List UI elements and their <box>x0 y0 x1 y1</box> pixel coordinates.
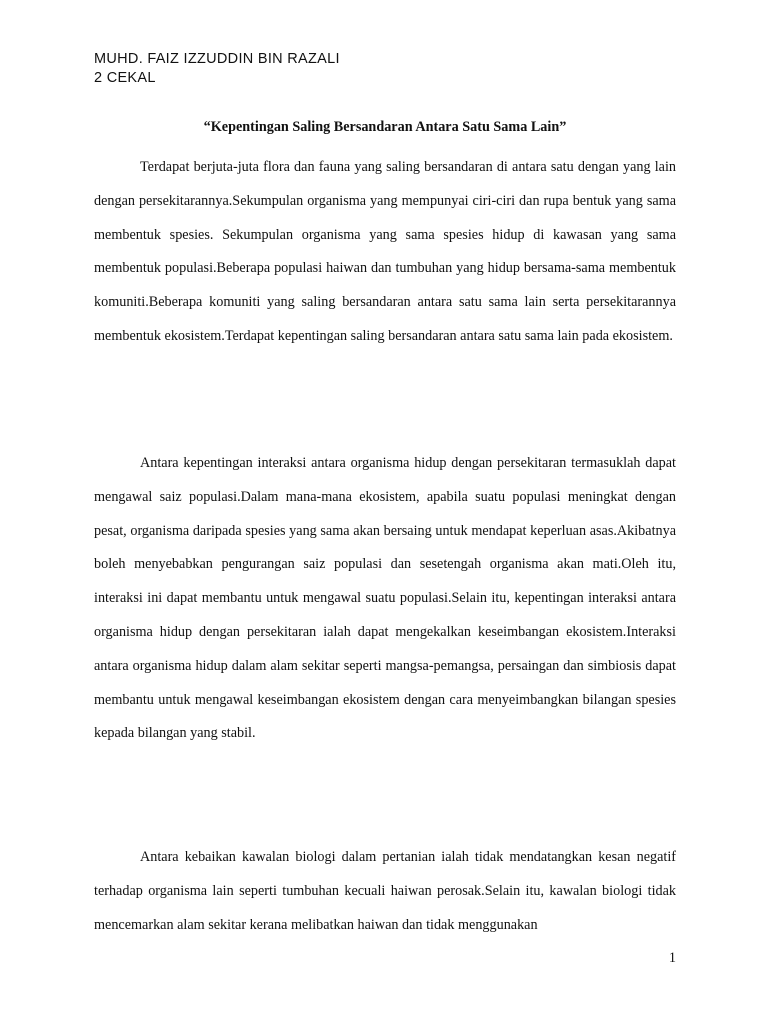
paragraph-1: Terdapat berjuta-juta flora dan fauna yang saling bersandaran di antara satu dengan yang lain dengan persekitarannya.Sekumpulan organisma yang mempunyai ciri-ciri dan rupa bentuk yang sama membentuk spesies. Sekumpulan organisma yang sama spesies hidup di kawasan yang sama membentuk populasi.Beberapa populasi haiwan dan tumbuhan yang hidup bersama-sama membentuk komuniti.Beberapa komuniti yang saling bersandaran antara satu sama lain serta persekitarannya membentuk ekosistem.Terdapat kepentingan saling bersandaran antara satu sama lain pada ekosistem. <box>94 159 676 344</box>
page-number: 1 <box>668 950 676 966</box>
author-class: 2 CEKAL <box>94 70 156 86</box>
paragraph-3: Antara kebaikan kawalan biologi dalam pertanian ialah tidak mendatangkan kesan negatif terhadap organisma lain seperti tumbuhan kecuali haiwan perosak.Selain itu, kawalan biologi tidak mencemarkan alam sekitar kerana melibatkan haiwan dan tidak menggunakan <box>94 849 676 933</box>
document-title: “Kepentingan Saling Bersandaran Antara Satu Sama Lain” <box>203 119 567 135</box>
author-header <box>94 50 340 88</box>
paragraph-2: Antara kepentingan interaksi antara organisma hidup dengan persekitaran termasuklah dapat mengawal saiz populasi.Dalam mana-mana ekosistem, apabila suatu populasi meningkat dengan pesat, organisma daripada spesies yang sama akan bersaing untuk mendapat keperluan asas.Akibatnya boleh menyebabkan pengurangan saiz populasi dan sesetengah organisma akan mati.Oleh itu, interaksi ini dapat membantu untuk mengawal suatu populasi.Selain itu, kepentingan interaksi antara organisma hidup dengan persekitaran ialah dapat mengekalkan keseimbangan ekosistem.Interaksi antara organisma hidup dalam alam sekitar seperti mangsa-pemangsa, persaingan dan simbiosis dapat membantu untuk mengawal keseimbangan ekosistem dengan cara menyeimbangkan bilangan spesies kepada bilangan yang stabil. <box>94 455 676 742</box>
author-name: MUHD. FAIZ IZZUDDIN BIN RAZALI <box>94 51 340 67</box>
